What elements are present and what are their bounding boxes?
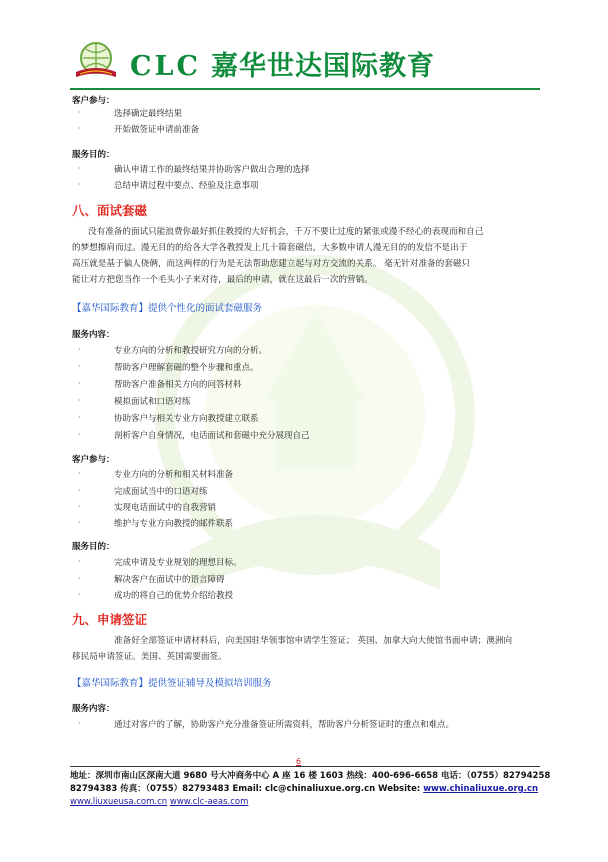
list-item: 完成面试当中的口语对练 <box>114 487 208 497</box>
bullet: · <box>78 469 81 478</box>
section-paragraph <box>72 224 540 288</box>
bullet: · <box>78 124 81 133</box>
list-item: 成功的将自己的优势介绍给教授 <box>114 591 234 601</box>
brand-english: CLC <box>130 51 201 82</box>
list-item: 解决客户在面试中的语言障碍 <box>114 575 225 585</box>
bullet: · <box>78 396 81 405</box>
bullet: · <box>78 590 81 599</box>
list-item: 完成申请及专业规划的理想目标。 <box>114 558 242 568</box>
list-item: 协助客户与相关专业方向教授建立联系 <box>114 414 259 424</box>
bullet: · <box>78 719 81 728</box>
bullet: · <box>78 574 81 583</box>
list-item: 通过对客户的了解，协助客户充分准备签证所需资料，帮助客户分析签证时的重点和难点。 <box>114 720 455 730</box>
service-content-label: 服务内容： <box>72 704 115 714</box>
clc-aeas-link[interactable]: www.clc-aeas.com <box>169 797 249 807</box>
list-item: 模拟面试和口语对练 <box>114 397 191 407</box>
bullet: · <box>78 108 81 117</box>
page-number: 6 <box>296 757 302 766</box>
brand-chinese: 嘉华世达国际教育 <box>210 51 435 82</box>
bullet: · <box>78 518 81 527</box>
client-participation-label: 客户参与： <box>72 455 115 465</box>
paragraph-line: 的梦想擦肩而过。漫无目的的给各大学各教授发上几十篇套磁信，大多数申请人漫无目的的发信不是出于 <box>72 243 468 253</box>
list-item: 确认申请工作的最终结果并协助客户做出合理的选择 <box>114 165 310 175</box>
list-item: 帮助客户理解套磁的整个步骤和重点。 <box>114 363 259 373</box>
service-goal-label: 服务目的： <box>72 150 115 160</box>
bullet: · <box>78 362 81 371</box>
service-content-label: 服务内容： <box>72 330 115 340</box>
client-participation-label: 客户参与： <box>72 96 115 106</box>
list-item: 专业方向的分析和教授研究方向的分析。 <box>114 346 268 356</box>
paragraph-line: 准备好全部签证申请材料后，向美国驻华领事馆申请学生签证； 英国、加拿大向大使馆书面申请；澳洲向 <box>114 636 513 646</box>
page-footer <box>70 770 551 809</box>
service-goal-label: 服务目的： <box>72 542 115 552</box>
service-offer-line: 【嘉华国际教育】提供个性化的面试套磁服务 <box>72 303 263 314</box>
bullet: · <box>78 164 81 173</box>
list-item: 帮助客户准备相关方向的问答材料 <box>114 380 242 390</box>
footer-contact-line <box>70 783 540 796</box>
list-item: 选择确定最终结果 <box>114 109 183 119</box>
bullet: · <box>78 413 81 422</box>
liuxueusa-link[interactable]: www.liuxueusa.com.cn <box>70 797 168 807</box>
bullet: · <box>78 486 81 495</box>
paragraph-line: 移民局申请签证。美国、英国需要面签。 <box>72 652 227 662</box>
footer-divider <box>70 766 540 767</box>
list-item: 总结申请过程中要点、经验及注意事项 <box>114 181 259 191</box>
section-title-interview: 八、面试套磁 <box>72 203 148 218</box>
footer-links-line <box>70 796 540 809</box>
bullet: · <box>78 345 81 354</box>
bullet: · <box>78 379 81 388</box>
website-link[interactable]: www.chinaliuxue.org.cn <box>423 784 539 794</box>
page-header <box>0 0 608 90</box>
bullet: · <box>78 502 81 511</box>
service-offer-line: 【嘉华国际教育】提供签证辅导及模拟培训服务 <box>72 678 272 689</box>
paragraph-line: 高压就是基于偏人侥俩，而这两样的行为是无法帮助您建立起与对方交流的关系。 毫无针对准备的套磁只 <box>72 259 471 269</box>
section-title-visa: 九、申请签证 <box>72 612 148 627</box>
bullet: · <box>78 180 81 189</box>
brand-title <box>130 44 435 83</box>
list-item: 开始做签证申请前准备 <box>114 125 200 135</box>
clc-globe-logo <box>72 40 120 80</box>
list-item: 剖析客户自身情况，电话面试和套磁中充分展现自己 <box>114 431 310 441</box>
header-divider <box>70 88 540 90</box>
paragraph-line: 没有准备的面试只能浪费你最好抓住教授的大好机会，千万不要让过度的紧张或漫不经心的表现而和自己 <box>88 227 484 237</box>
bullet: · <box>78 430 81 439</box>
list-item: 实现电话面试中的自我营销 <box>114 503 217 513</box>
bullet: · <box>78 557 81 566</box>
paragraph-line: 能让对方把您当作一个毛头小子来对待，最后的申请，就在这最后一次的营销。 <box>72 275 373 285</box>
section-paragraph <box>72 633 540 665</box>
footer-contact-text: 82794383 传真：（0755）82793483 Email: clc@chinaliuxue.org.cn Website: <box>70 784 424 794</box>
footer-address-line: 地址：深圳市南山区深南大道 9680 号大冲商务中心 A 座 16 楼 1603 热线：400-696-6658 电话：（0755）82794258 <box>70 771 551 781</box>
list-item: 专业方向的分析和相关材料准备 <box>114 470 234 480</box>
list-item: 维护与专业方向教授的邮件联系 <box>114 519 234 529</box>
